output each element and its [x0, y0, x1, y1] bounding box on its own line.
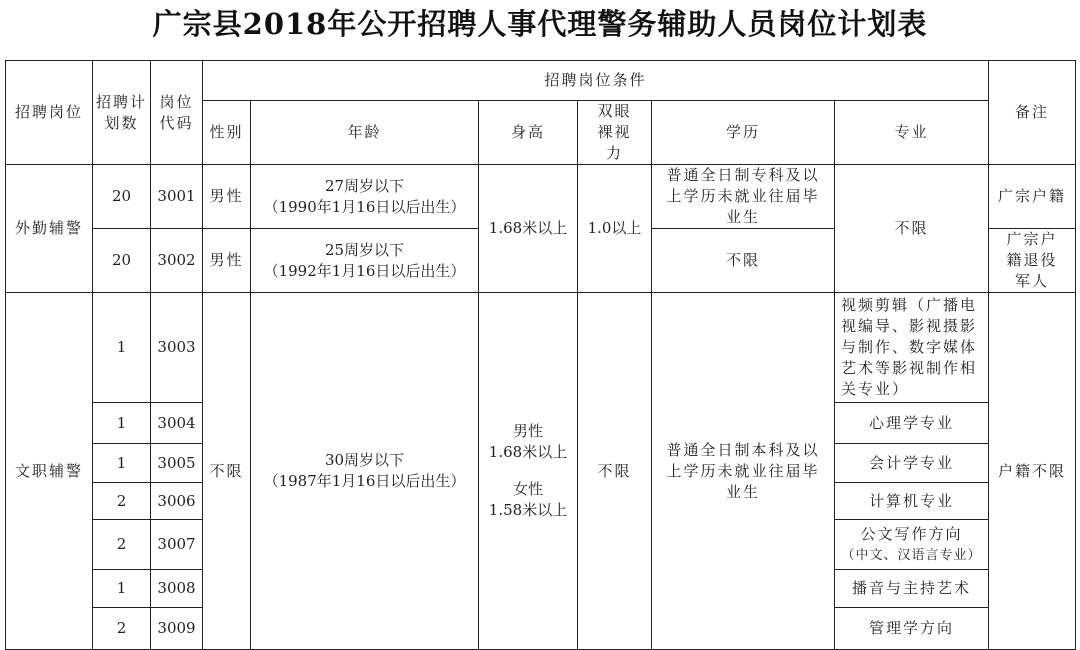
age [251, 165, 479, 229]
header-major: 专业 [835, 101, 989, 165]
header-age: 年龄 [251, 101, 479, 165]
post-code: 3007 [151, 520, 203, 570]
vision: 不限 [578, 293, 652, 650]
header-plan-count: 招聘计划数 [93, 61, 151, 165]
age-limit: 30周岁以下 [324, 451, 405, 469]
age-note: （1987年1月16日以后出生） [263, 472, 466, 490]
plan-count: 1 [93, 403, 151, 444]
age [251, 293, 479, 650]
education: 普通全日制本科及以上学历未就业往届毕业生 [652, 293, 835, 650]
major: 计算机专业 [835, 483, 989, 520]
major: 管理学方向 [835, 608, 989, 650]
header-code: 岗位代码 [151, 61, 203, 165]
plan-count: 2 [93, 520, 151, 570]
header-post: 招聘岗位 [6, 61, 93, 165]
age [251, 229, 479, 293]
table-row [6, 293, 1076, 403]
major: 心理学专业 [835, 403, 989, 444]
gender: 男性 [203, 229, 251, 293]
header-gender: 性别 [203, 101, 251, 165]
header-conditions: 招聘岗位条件 [203, 61, 989, 101]
age-note: （1990年1月16日以后出生） [263, 197, 466, 216]
header-row [6, 61, 1076, 101]
education: 不限 [652, 229, 835, 293]
post-code: 3002 [151, 229, 203, 293]
post-code: 3009 [151, 608, 203, 650]
gender: 不限 [203, 293, 251, 650]
post-name: 文职辅警 [6, 293, 93, 650]
vision: 1.0以上 [578, 165, 652, 293]
header-height: 身高 [479, 101, 578, 165]
plan-count: 20 [93, 229, 151, 293]
height: 1.68米以上 [479, 165, 578, 293]
page-title: 广宗县2018年公开招聘人事代理警务辅助人员岗位计划表 [152, 7, 928, 41]
header-vision: 双眼裸视力 [578, 101, 652, 165]
age-limit: 25周岁以下 [324, 240, 405, 259]
post-code: 3008 [151, 570, 203, 608]
plan-count: 1 [93, 570, 151, 608]
header-remark: 备注 [989, 61, 1076, 165]
plan-count: 20 [93, 165, 151, 229]
remark: 广宗户籍 [989, 165, 1076, 229]
major: 会计学专业 [835, 444, 989, 483]
height-male-value: 1.68米以上 [488, 443, 568, 461]
remark: 广宗户籍退役军人 [989, 229, 1076, 293]
education: 普通全日制专科及以上学历未就业往届毕业生 [652, 165, 835, 229]
height-female-label: 女性 [512, 480, 543, 498]
plan-count: 1 [93, 444, 151, 483]
age-note: （1992年1月16日以后出生） [263, 261, 466, 280]
height-male-label: 男性 [512, 422, 543, 440]
major-title: 公文写作方向 [860, 524, 963, 543]
gender: 男性 [203, 165, 251, 229]
plan-count: 1 [93, 293, 151, 403]
major-note: （中文、汉语言专业） [841, 547, 982, 563]
major [835, 520, 989, 570]
post-code: 3003 [151, 293, 203, 403]
position-plan-table [5, 60, 1076, 650]
height-female-value: 1.58米以上 [488, 501, 568, 519]
plan-count: 2 [93, 608, 151, 650]
post-code: 3006 [151, 483, 203, 520]
major: 不限 [835, 165, 989, 293]
post-name: 外勤辅警 [6, 165, 93, 293]
post-code: 3004 [151, 403, 203, 444]
post-code: 3001 [151, 165, 203, 229]
header-education: 学历 [652, 101, 835, 165]
age-limit: 27周岁以下 [324, 176, 405, 195]
height [479, 293, 578, 650]
post-code: 3005 [151, 444, 203, 483]
major: 播音与主持艺术 [835, 570, 989, 608]
remark: 户籍不限 [989, 293, 1076, 650]
plan-count: 2 [93, 483, 151, 520]
major: 视频剪辑（广播电视编导、影视摄影与制作、数字媒体艺术等影视制作相关专业） [835, 293, 989, 403]
table-row [6, 165, 1076, 229]
